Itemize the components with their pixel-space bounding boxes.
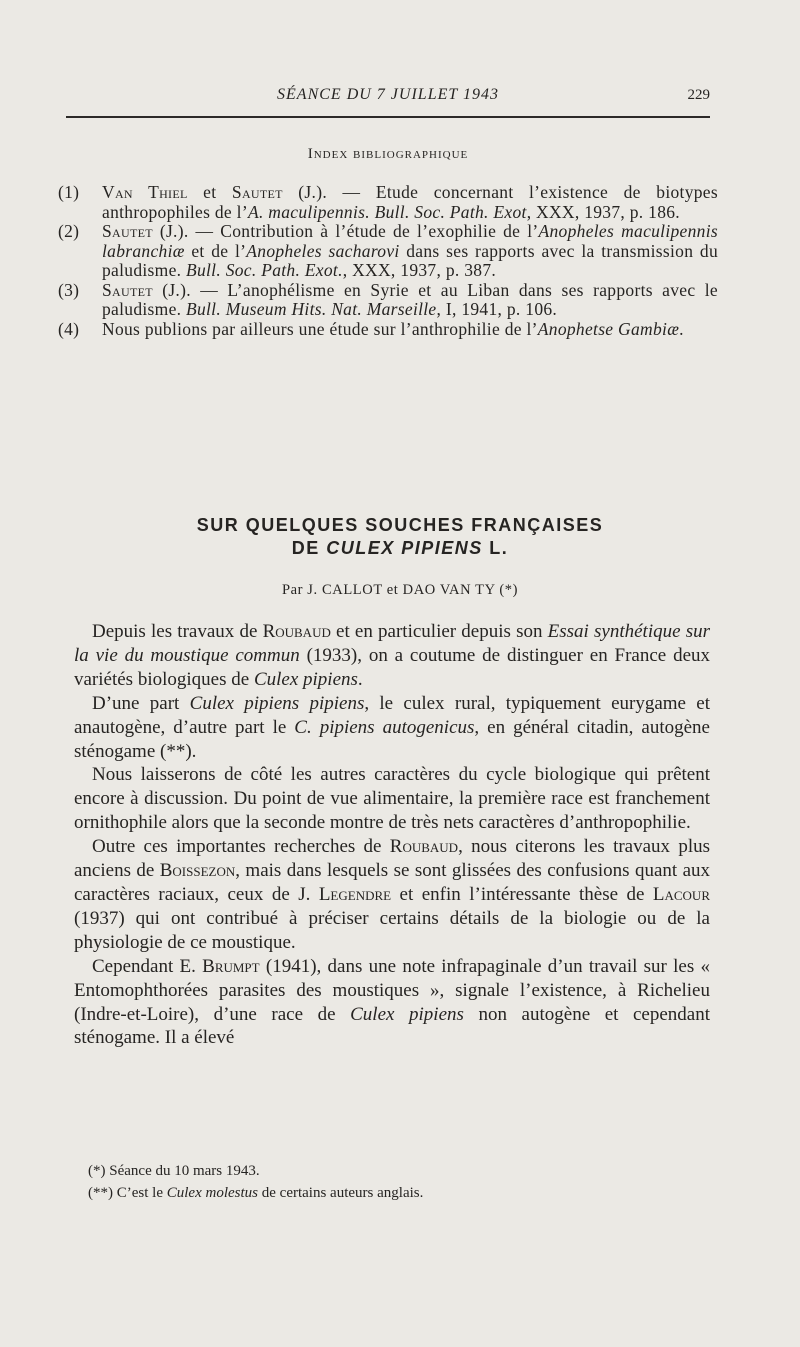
italic-run: Culex pipiens bbox=[350, 1003, 464, 1025]
text-run: non autogène et cependant sténogame. Il a élevé bbox=[74, 1003, 710, 1049]
italic-run: Culex pipiens pipiens bbox=[189, 692, 365, 714]
text-run: D’une part bbox=[92, 692, 190, 714]
reference-text: (J.). — bbox=[152, 221, 221, 241]
footnote-text: C’est le bbox=[113, 1185, 167, 1201]
reference-text: Nous publions par ailleurs une étude sur l’anthrophilie de l’ bbox=[102, 318, 538, 339]
reference-author: Sautet bbox=[102, 221, 153, 241]
title-text: L. bbox=[482, 538, 509, 558]
reference-italic: Bull. Museum Hits. Nat. Marseille bbox=[185, 299, 437, 319]
reference-italic: Anophetse Gambiæ bbox=[537, 318, 680, 339]
reference-author: Sautet bbox=[231, 182, 283, 202]
reference-2 bbox=[58, 222, 718, 281]
reference-number: (1) bbox=[58, 182, 80, 202]
reference-number: (2) bbox=[58, 221, 80, 241]
reference-text: Etude concernant l’existence de biotypes anthropophiles de l’ bbox=[102, 182, 718, 222]
reference-italic: Anopheles maculipennis labranchiæ bbox=[102, 221, 718, 261]
reference-text: , XXX, 1937, p. 387. bbox=[342, 260, 497, 280]
text-run: (1933), on a coutume de distinguer en France deux variétés biologiques de bbox=[74, 644, 711, 690]
author-name: Lacour bbox=[652, 883, 710, 905]
reference-text: (J.). — bbox=[282, 182, 376, 202]
text-run: Outre ces importantes recherches de bbox=[92, 836, 390, 858]
footnote-text: de certains auteurs anglais. bbox=[258, 1185, 424, 1201]
footnote-text: Séance du 10 mars 1943. bbox=[105, 1163, 260, 1179]
italic-run: C. pipiens autogenicus bbox=[294, 716, 475, 738]
text-run: . bbox=[357, 668, 363, 690]
running-head: SÉANCE DU 7 JUILLET 1943 bbox=[277, 86, 499, 103]
footnotes bbox=[88, 1160, 708, 1204]
reference-italic: A. maculipennis. Bull. Soc. Path. Exot bbox=[247, 201, 527, 222]
text-run: et enfin l’intéressante thèse de bbox=[391, 883, 653, 905]
article-body bbox=[74, 620, 710, 1050]
text-run: et en particulier depuis son bbox=[330, 621, 548, 642]
reference-text: L’anophélisme en Syrie et au Liban dans ses rapports avec le paludisme. bbox=[102, 279, 719, 319]
reference-text: , XXX, 1937, p. 186. bbox=[526, 201, 680, 222]
author-name: Roubaud bbox=[389, 836, 459, 858]
title-italic: CULEX PIPIENS bbox=[326, 538, 483, 558]
text-run: (1937) qui ont contribué à préciser certains détails de la biologie ou de la physiologie de ce moustique. bbox=[74, 907, 710, 953]
reference-text: (J.). — bbox=[152, 279, 228, 300]
reference-italic: Bull. Soc. Path. Exot. bbox=[185, 260, 343, 280]
author-name: Brumpt bbox=[202, 955, 260, 977]
reference-italic: Anopheles sacharovi bbox=[246, 240, 400, 261]
footnote-mark: (*) bbox=[88, 1163, 106, 1179]
article-byline: Par J. CALLOT et DAO VAN TY (*) bbox=[281, 582, 519, 598]
index-title: Index bibliographique bbox=[307, 146, 469, 162]
paragraph-4 bbox=[74, 835, 710, 955]
paragraph-5 bbox=[74, 955, 710, 1051]
author-name: Roubaud bbox=[262, 621, 331, 642]
page-number: 229 bbox=[687, 87, 710, 103]
paragraph-3: Nous laisserons de côté les autres caractères du cycle biologique qui prêtent encore à discussion. Du point de vue alimentaire, la première race est franchement ornithophile alors que la seconde montre de très nets caractères d’anthropophilie. bbox=[74, 764, 710, 834]
title-line-2 bbox=[0, 537, 800, 560]
reference-number: (4) bbox=[58, 318, 80, 339]
reference-text: et de l’ bbox=[184, 240, 247, 261]
title-line-1: SUR QUELQUES SOUCHES FRANÇAISES bbox=[196, 515, 604, 535]
header-rule bbox=[66, 116, 710, 118]
italic-run: Essai synthétique sur la vie du moustique commun bbox=[74, 621, 711, 666]
page-header bbox=[66, 84, 710, 114]
text-run: , nous citerons les travaux plus anciens de bbox=[74, 836, 710, 882]
footnote-italic: Culex molestus bbox=[166, 1185, 258, 1201]
footnote-2 bbox=[88, 1182, 708, 1204]
text-run: , mais dans lesquels se sont glissées des confusions quant aux caractères raciaux, ceux de J. bbox=[74, 860, 710, 905]
reference-text: dans ses rapports avec la transmission du paludisme. bbox=[102, 240, 718, 280]
text-run: Cependant E. bbox=[92, 955, 203, 977]
reference-text: . bbox=[679, 318, 684, 339]
reference-author: Sautet bbox=[102, 279, 153, 300]
text-run: (1941), dans une note infrapaginale d’un travail sur les « Entomophthorées parasites des moustiques », signale l’existence, à Richelieu (Indre-et-Loire), d’une race de bbox=[74, 955, 710, 1025]
paragraph-2 bbox=[74, 692, 710, 764]
author-name: Boissezon bbox=[159, 860, 236, 882]
article-title bbox=[0, 514, 800, 560]
reference-text: , I, 1941, p. 106. bbox=[436, 299, 558, 319]
author-name: Legendre bbox=[318, 883, 392, 905]
italic-run: Culex pipiens bbox=[253, 668, 358, 690]
reference-4 bbox=[58, 320, 718, 340]
reference-3 bbox=[58, 281, 718, 320]
footnote-1 bbox=[88, 1160, 708, 1182]
title-text: DE bbox=[291, 538, 327, 558]
paragraph-1 bbox=[74, 620, 710, 692]
reference-text: Contribution à l’étude de l’exophilie de l’ bbox=[220, 221, 539, 241]
text-run: , le culex rural, typiquement eurygame et anautogène, d’autre part le bbox=[74, 692, 710, 738]
reference-1 bbox=[58, 183, 718, 222]
text-run: Depuis les travaux de bbox=[92, 621, 263, 642]
reference-text: et bbox=[187, 182, 232, 202]
footnote-mark: (**) bbox=[88, 1185, 113, 1201]
reference-number: (3) bbox=[58, 279, 80, 300]
text-run: , en général citadin, autogène sténogame (**). bbox=[74, 716, 710, 762]
reference-list bbox=[58, 183, 718, 339]
reference-author: Van Thiel bbox=[102, 182, 188, 202]
